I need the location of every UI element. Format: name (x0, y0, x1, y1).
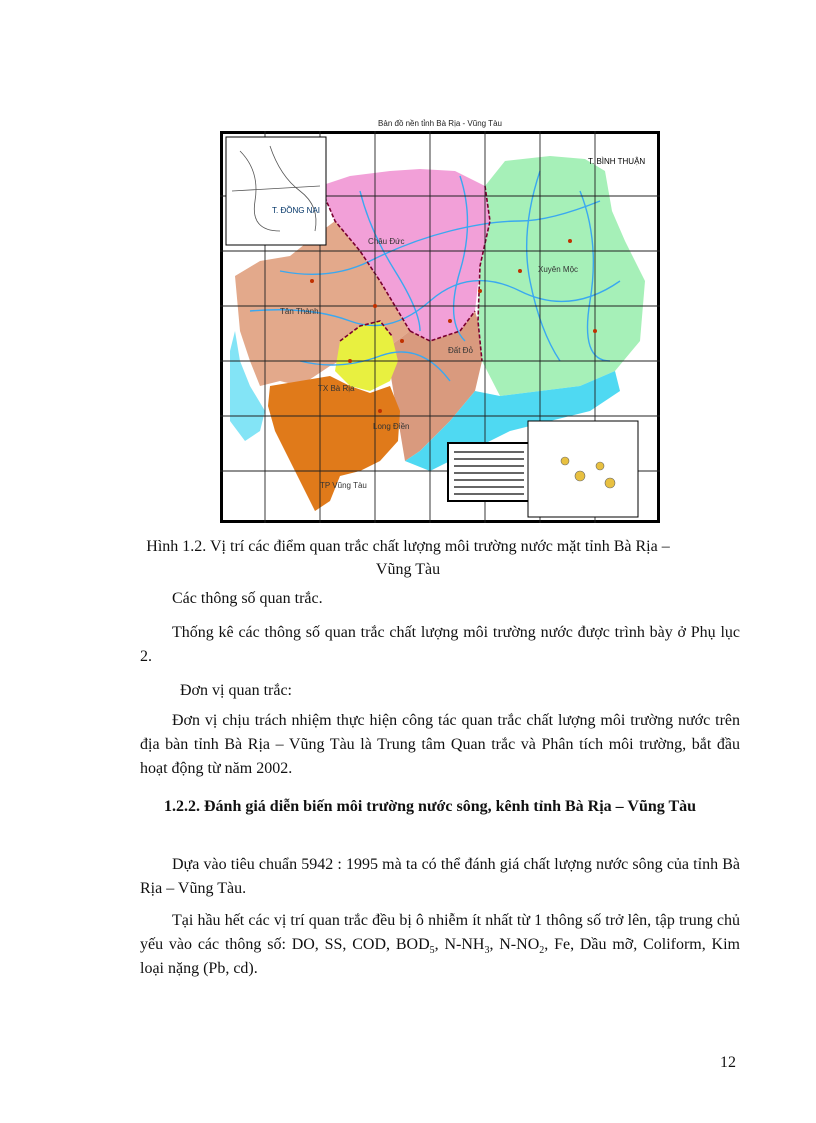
label-xuyen-moc: Xuyên Mộc (538, 265, 579, 274)
figure-caption-line1: Hình 1.2. Vị trí các điểm quan trắc chất lượng môi trường nước mặt tỉnh Bà Rịa – (146, 538, 670, 555)
bod-subscript: 5 (429, 945, 435, 957)
label-long-dien: Long Điền (373, 422, 410, 431)
paragraph-monitoring-params: Các thông số quan trắc. (172, 590, 323, 607)
pollution-text-c: , N-NO (489, 936, 540, 953)
page-number: 12 (720, 1054, 736, 1071)
paragraph-pollution (140, 909, 740, 981)
paragraph-params-statistics: Thống kê các thông số quan trắc chất lượng môi trường nước được trình bày ở Phụ lục 2. (140, 624, 740, 665)
map-title: Bản đồ nền tỉnh Bà Rịa - Vũng Tàu (378, 119, 502, 128)
map-figure (220, 117, 660, 523)
pollution-text-b: , N-NH (434, 936, 485, 953)
label-dat-do: Đất Đỏ (448, 346, 473, 355)
pollution-text-a: Tại hầu hết các vị trí quan trắc đều bị ô nhiễm ít nhất từ 1 thông số trở lên, tập trung chủ yếu vào các thông số: DO, SS, COD, BOD (140, 912, 740, 953)
pollution-text-d: , Fe, Dầu mỡ, Coliform, Kim loại nặng (Pb, cd). (140, 936, 741, 977)
figure-caption-line2: Vũng Tàu (375, 561, 441, 578)
label-tp-vung-tau: TP Vũng Tàu (320, 481, 367, 490)
label-tx-ba-ria: TX Bà Rịa (318, 384, 355, 393)
label-binh-thuan: T. BÌNH THUẬN (588, 157, 646, 166)
label-tan-thanh: Tân Thành (280, 307, 319, 316)
paragraph-monitoring-unit-heading: Đơn vị quan trắc: (180, 682, 292, 699)
no-subscript: 2 (539, 945, 545, 957)
paragraph-monitoring-unit: Đơn vị chịu trách nhiệm thực hiện công tác quan trắc chất lượng môi trường nước trên địa bàn tỉnh Bà Rịa – Vũng Tàu là Trung tâm Quan trắc và Phân tích môi trường, bắt đầu hoạt động từ năm 2002. (140, 712, 740, 777)
province-map (220, 131, 660, 523)
label-dong-nai: T. ĐỒNG NAI (272, 206, 321, 215)
label-chau-duc: Châu Đức (368, 237, 405, 246)
nh-subscript: 3 (484, 945, 490, 957)
paragraph-standard: Dựa vào tiêu chuẩn 5942 : 1995 mà ta có thể đánh giá chất lượng nước sông của tỉnh Bà Rịa – Vũng Tàu. (140, 856, 740, 897)
section-heading-1-2-2: 1.2.2. Đánh giá diễn biến môi trường nước sông, kênh tỉnh Bà Rịa – Vũng Tàu (164, 798, 697, 815)
